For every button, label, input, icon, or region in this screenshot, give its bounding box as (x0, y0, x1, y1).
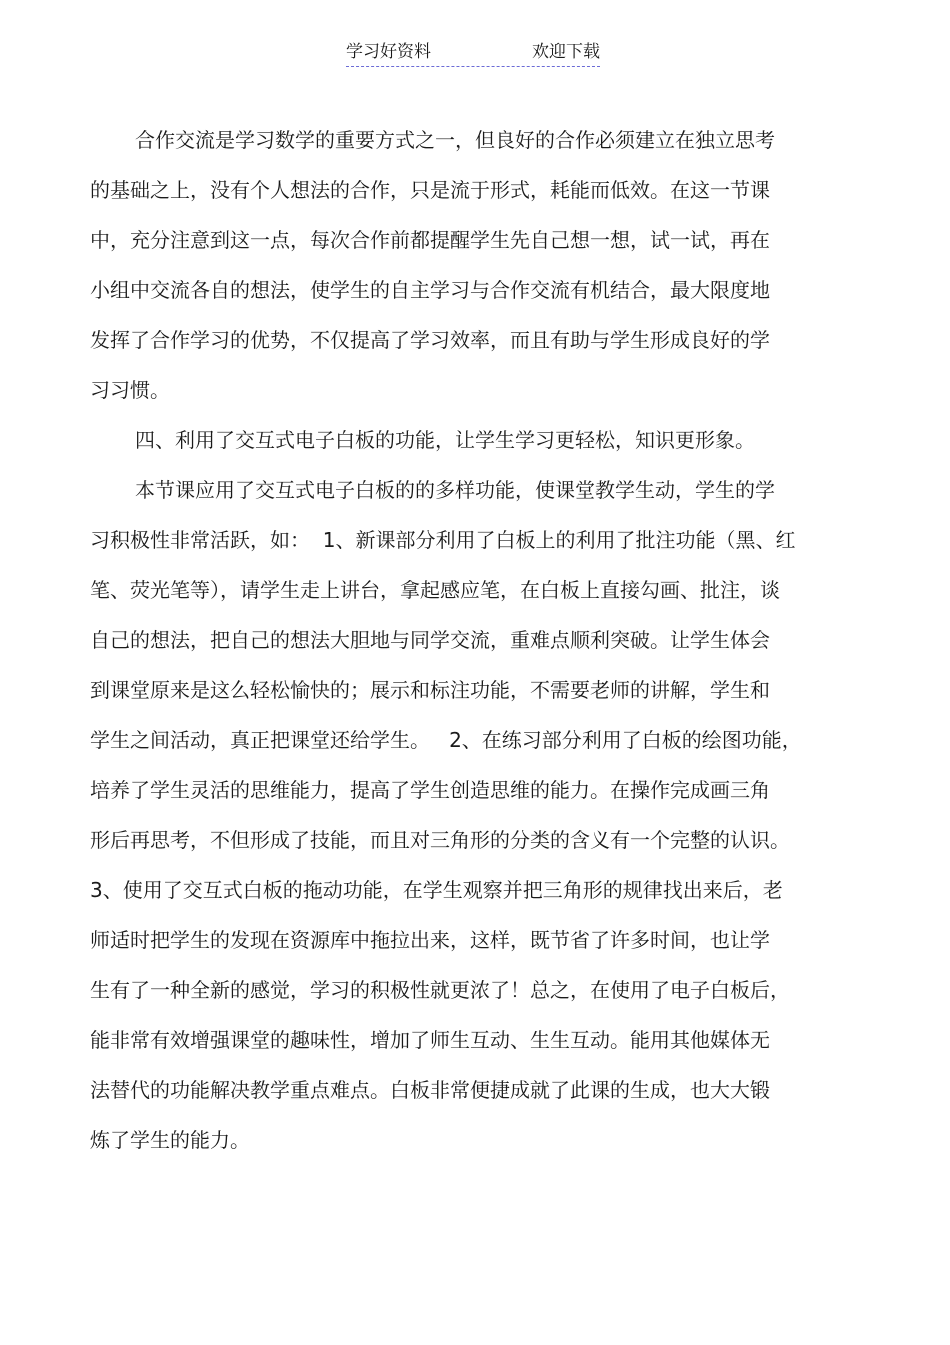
header-left-text: 学习好资料 (346, 42, 431, 62)
text-line: 发挥了合作学习的优势，不仅提高了学习效率，而且有助与学生形成良好的学 (90, 328, 770, 352)
text-line: 习习惯。 (90, 378, 170, 402)
text-line: 培养了学生灵活的思维能力，提高了学生创造思维的能力。在操作完成画三角 (90, 778, 770, 802)
text-line: 习积极性非常活跃，如： 1、新课部分利用了白板上的利用了批注功能（黑、红 (90, 528, 796, 552)
text-line: 到课堂原来是这么轻松愉快的；展示和标注功能，不需要老师的讲解，学生和 (90, 678, 770, 702)
header-right-text: 欢迎下载 (532, 42, 600, 62)
text-line: 法替代的功能解决教学重点难点。白板非常便捷成就了此课的生成，也大大锻 (90, 1078, 770, 1102)
section-heading: 四、利用了交互式电子白板的功能，让学生学习更轻松，知识更形象。 (135, 428, 755, 452)
text-line: 中，充分注意到这一点，每次合作前都提醒学生先自己想一想，试一试，再在 (90, 228, 770, 252)
text-line: 能非常有效增强课堂的趣味性，增加了师生互动、生生互动。能用其他媒体无 (90, 1028, 770, 1052)
text-line: 学生之间活动，真正把课堂还给学生。 2、在练习部分利用了白板的绘图功能， (90, 728, 802, 752)
text-line: 生有了一种全新的感觉，学习的积极性就更浓了！总之，在使用了电子白板后， (90, 978, 790, 1002)
text-line: 的基础之上，没有个人想法的合作，只是流于形式，耗能而低效。在这一节课 (90, 178, 770, 202)
text-line: 自己的想法，把自己的想法大胆地与同学交流，重难点顺利突破。让学生体会 (90, 628, 770, 652)
text-line: 笔、荧光笔等），请学生走上讲台，拿起感应笔，在白板上直接勾画、批注，谈 (90, 578, 780, 602)
text-line: 炼了学生的能力。 (90, 1128, 250, 1152)
text-line: 小组中交流各自的想法，使学生的自主学习与合作交流有机结合，最大限度地 (90, 278, 770, 302)
text-line: 合作交流是学习数学的重要方式之一，但良好的合作必须建立在独立思考 (135, 128, 775, 152)
text-line: 3、使用了交互式白板的拖动功能，在学生观察并把三角形的规律找出来后，老 (90, 878, 783, 902)
text-line: 本节课应用了交互式电子白板的的多样功能，使课堂教学生动，学生的学 (135, 478, 775, 502)
page-header (346, 40, 600, 67)
text-line: 形后再思考，不但形成了技能，而且对三角形的分类的含义有一个完整的认识。 (90, 828, 790, 852)
text-line: 师适时把学生的发现在资源库中拖拉出来，这样，既节省了许多时间，也让学 (90, 928, 770, 952)
